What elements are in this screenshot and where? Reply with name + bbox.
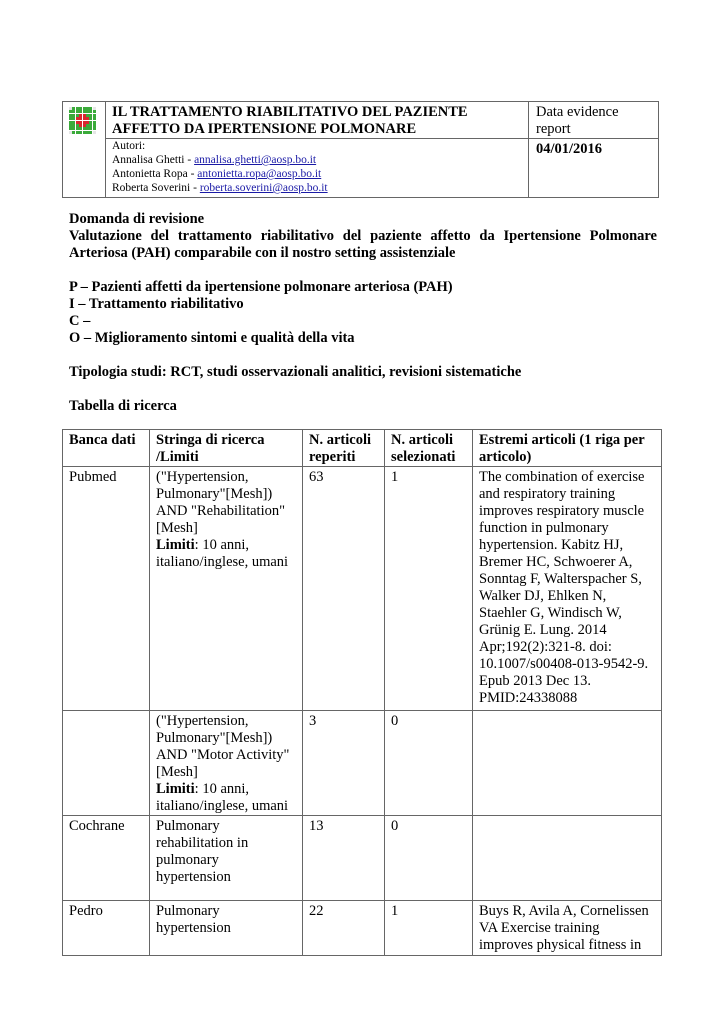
report-type: Data evidence report [529, 102, 659, 139]
author-email-link[interactable]: antonietta.ropa@aosp.bo.it [197, 168, 322, 180]
cell-refs: Buys R, Avila A, Cornelissen VA Exercise training improves physical fitness in [473, 901, 662, 956]
cell-found: 22 [303, 901, 385, 956]
review-heading: Domanda di revisione [69, 211, 205, 227]
cell-refs [473, 816, 662, 901]
cell-refs [473, 711, 662, 816]
cell-string: ("Hypertension, Pulmonary"[Mesh]) AND "Rehabilitation"[Mesh] Limiti: 10 anni, italiano/inglese, umani [150, 467, 303, 711]
author-email-link[interactable]: roberta.soverini@aosp.bo.it [199, 182, 328, 194]
table-row [63, 711, 662, 816]
cell-string: Pulmonary hypertension [150, 901, 303, 956]
cell-db: Cochrane [63, 816, 150, 901]
author-row: Antonietta Ropa - antonietta.ropa@aosp.bo.it [112, 168, 322, 180]
title-line-1: IL TRATTAMENTO RIABILITATIVO DEL PAZIENTE [112, 104, 468, 120]
logo-cell [63, 102, 106, 198]
col-header-found: N. articoli reperiti [303, 430, 385, 467]
search-table-heading: Tabella di ricerca [69, 398, 177, 414]
pico-c: C – [69, 313, 91, 329]
report-date: 04/01/2016 [529, 139, 659, 198]
review-question: Valutazione del trattamento riabilitativo del paziente affetto da Ipertensione Polmonare Arteriosa (PAH) comparabile con il nostro setting assistenziale [69, 228, 657, 261]
cell-db [63, 711, 150, 816]
header-table [62, 101, 659, 198]
hospital-logo-icon [69, 107, 95, 133]
cell-selected: 1 [385, 901, 473, 956]
study-types: Tipologia studi: RCT, studi osservazionali analitici, revisioni sistematiche [69, 364, 522, 380]
document-title [106, 102, 529, 139]
logo-dot [93, 131, 96, 134]
pico-p: P – Pazienti affetti da ipertensione polmonare arteriosa (PAH) [69, 279, 453, 295]
cell-selected: 0 [385, 711, 473, 816]
author-row: Roberta Soverini - roberta.soverini@aosp.bo.it [112, 182, 328, 194]
cell-found: 3 [303, 711, 385, 816]
col-header-refs: Estremi articoli (1 riga per articolo) [473, 430, 662, 467]
table-header-row [63, 430, 662, 467]
cell-found: 63 [303, 467, 385, 711]
author-row: Annalisa Ghetti - annalisa.ghetti@aosp.bo.it [112, 154, 317, 166]
table-row [63, 901, 662, 956]
review-section [69, 211, 657, 415]
cell-db: Pubmed [63, 467, 150, 711]
cell-found: 13 [303, 816, 385, 901]
pico-o: O – Miglioramento sintomi e qualità della vita [69, 330, 355, 346]
author-email-link[interactable]: annalisa.ghetti@aosp.bo.it [194, 154, 317, 166]
cell-selected: 1 [385, 467, 473, 711]
title-line-2: AFFETTO DA IPERTENSIONE POLMONARE [112, 121, 417, 137]
table-row [63, 467, 662, 711]
authors-label: Autori: [112, 140, 146, 152]
col-header-db: Banca dati [63, 430, 150, 467]
table-row [63, 816, 662, 901]
cell-refs: The combination of exercise and respiratory training improves respiratory muscle function in pulmonary hypertension. Kabitz HJ, Bremer HC, Schwoerer A, Sonntag F, Walterspacher S, Walker DJ, Ehlken N, Staehler G, Windisch W, Grünig E. Lung. 2014 Apr;192(2):321-8. doi: 10.1007/s00408-013-9542-9. Epub 2013 Dec 13. PMID:24338088 [473, 467, 662, 711]
col-header-selected: N. articoli selezionati [385, 430, 473, 467]
cell-string: ("Hypertension, Pulmonary"[Mesh]) AND "Motor Activity"[Mesh] Limiti: 10 anni, italiano/inglese, umani [150, 711, 303, 816]
col-header-string: Stringa di ricerca /Limiti [150, 430, 303, 467]
cell-selected: 0 [385, 816, 473, 901]
search-table [62, 429, 662, 956]
pico-i: I – Trattamento riabilitativo [69, 296, 244, 312]
authors-block [106, 139, 529, 198]
cell-string: Pulmonary rehabilitation in pulmonary hypertension [150, 816, 303, 901]
cell-db: Pedro [63, 901, 150, 956]
